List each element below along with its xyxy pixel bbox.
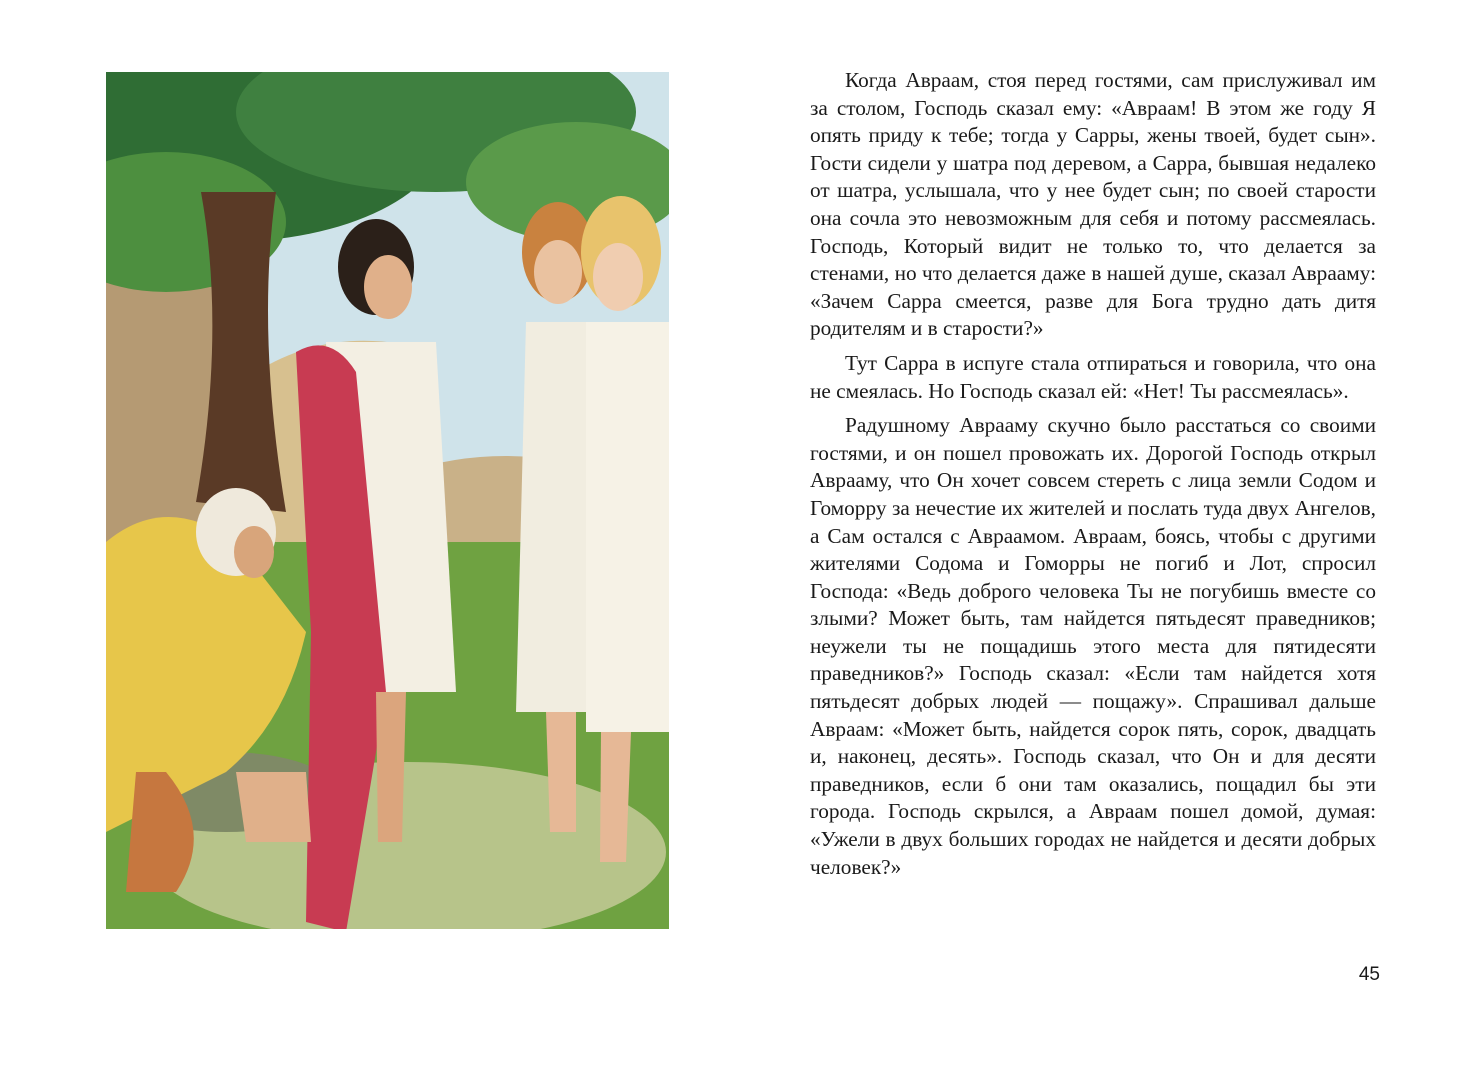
illustration-painting bbox=[106, 72, 669, 929]
angel-2-robe bbox=[586, 322, 669, 732]
paragraph-1: Когда Авраам, стоя перед гостями, сам прислуживал им за столом, Господь сказал ему: «Авраам! В этом же году Я опять приду к тебе; тогда у Сарры, жены твоей, будет сын». Гости сидели у шатра под деревом, а Сарра, бывшая недалеко от шатра, услышала, что у нее будет сын; по своей старости она сочла это невозможным для себя и потому рассмеялась. Господь, Который видит не только то, что делается за стенами, но что делается даже в нашей душе, сказал Аврааму: «Зачем Сарра смеется, разве для Бога трудно дать дитя родителям и в старости?» bbox=[810, 68, 1376, 341]
angel-1-leg bbox=[546, 712, 576, 832]
paragraph-2: Тут Сарра в испуге стала отпираться и говорила, что она не смеялась. Но Господь сказал ей: «Нет! Ты рассмеялась». bbox=[810, 350, 1376, 403]
central-figure-leg bbox=[376, 692, 406, 842]
text-column bbox=[810, 67, 1376, 881]
central-figure-leg-back bbox=[236, 772, 311, 842]
angel-2-face bbox=[593, 243, 643, 311]
paragraph-3: Радушному Аврааму скучно было расстаться со своими гостями, и он пошел провожать их. Дорогой Господь открыл Аврааму, что Он хочет совсем стереть с лица земли Содом и Гоморру за нечестие их жителей и послать туда двух Ангелов, а Сам остался с Авраамом. Авраам, боясь, чтобы с другими жителями Содома и Гоморры не погиб и Лот, спросил Господа: «Ведь доброго человека Ты не погубишь вместе со злыми? Может быть, там найдется пятьдесят праведников; неужели ты не пощадишь этого места для пятидесяти праведников?» Господь сказал: «Если там найдется хотя пятьдесят добрых людей — пощажу». Спрашивал дальше Авраам: «Может быть, найдется сорок пять, сорок, двадцать и, наконец, десять». Господь сказал, что Он и для десяти праведников, если б они там оказались, пощадил бы эти города. Господь скрылся, а Авраам пошел домой, думая: «Ужели в двух больших городах не найдется и десяти добрых человек?» bbox=[810, 413, 1376, 879]
central-figure-face bbox=[364, 255, 412, 319]
angel-2-leg bbox=[600, 732, 631, 862]
angel-1-face bbox=[534, 240, 582, 304]
page-number: 45 bbox=[1358, 964, 1380, 985]
illustration-abraham-and-three-visitors bbox=[106, 72, 669, 929]
abraham-face bbox=[234, 526, 274, 578]
